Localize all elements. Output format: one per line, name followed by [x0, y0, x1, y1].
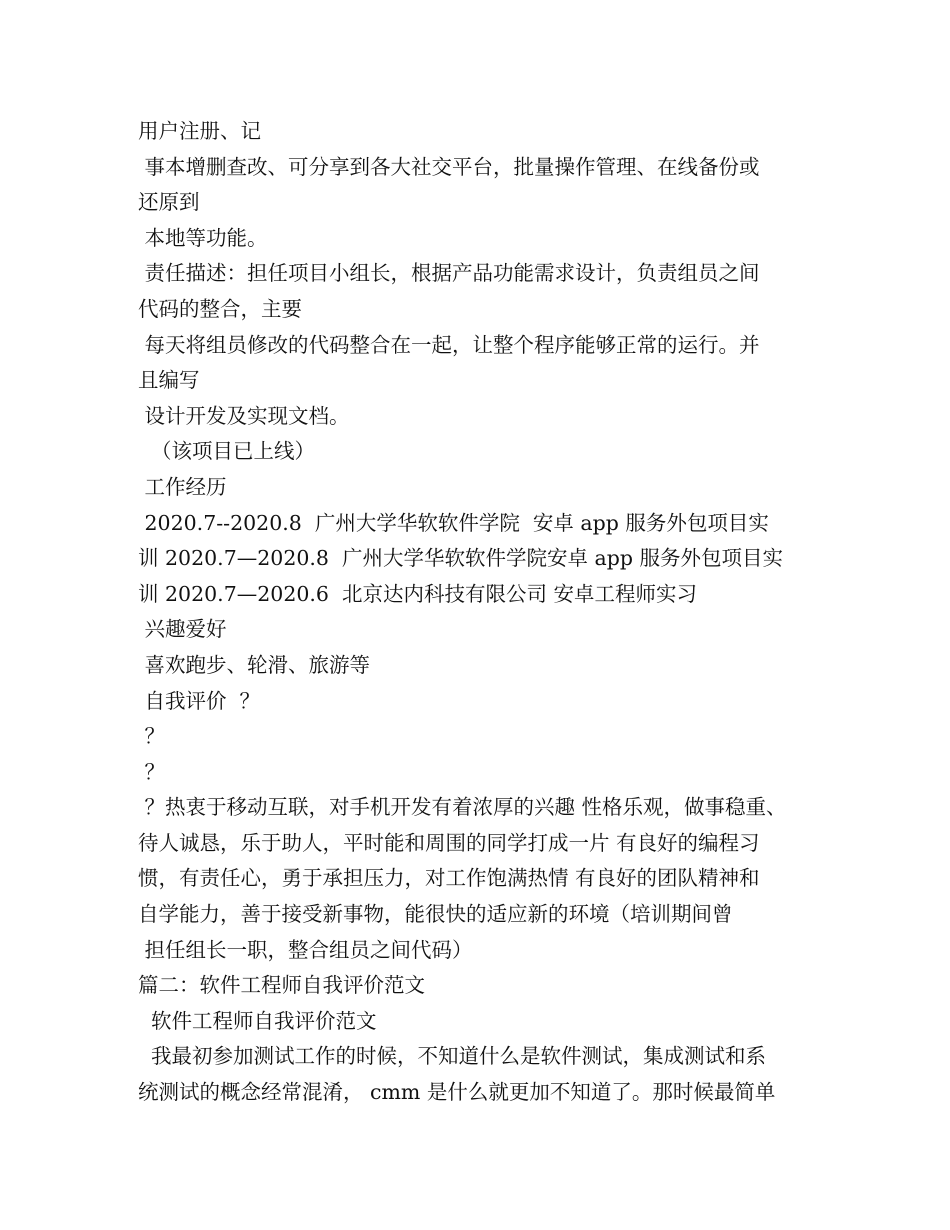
- text-line: 我最初参加测试工作的时候，不知道什么是软件测试，集成测试和系: [138, 1044, 767, 1069]
- section-heading: 自我评价 ？: [138, 688, 261, 713]
- text-line: 2020.7--2020.8 广州大学华软软件学院 安卓 app 服务外包项目实: [138, 510, 769, 535]
- text-line: 统测试的概念经常混淆， cmm 是什么就更加不知道了。那时候最简单: [138, 1080, 776, 1105]
- document-body: [138, 114, 828, 1111]
- text-line: 待人诚恳，乐于助人，平时能和周围的同学打成一片 有良好的编程习: [138, 830, 760, 855]
- text-line: 担任组长一职，整合组员之间代码）: [138, 937, 473, 962]
- text-line: ？: [138, 724, 166, 749]
- text-line: 且编写: [138, 368, 200, 393]
- text-line: 用户注册、记: [138, 119, 261, 143]
- article-title: 软件工程师自我评价范文: [138, 1008, 377, 1033]
- text-line: （该项目已上线）: [138, 439, 316, 464]
- text-line: 训 2020.7—2020.8 广州大学华软软件学院安卓 app 服务外包项目实: [138, 546, 784, 571]
- text-line: 喜欢跑步、轮滑、旅游等: [138, 652, 371, 677]
- text-line: 事本增删查改、可分享到各大社交平台，批量操作管理、在线备份或: [138, 154, 760, 179]
- text-line: ？热衷于移动互联，对手机开发有着浓厚的兴趣 性格乐观，做事稳重、: [138, 795, 787, 820]
- text-line: 训 2020.7—2020.6 北京达内科技有限公司 安卓工程师实习: [138, 581, 698, 606]
- text-line: 本地等功能。: [138, 225, 268, 250]
- section-heading: 兴趣爱好: [138, 617, 227, 642]
- text-line: 自学能力，善于接受新事物，能很快的适应新的环境（培训期间曾: [138, 902, 733, 927]
- text-line: 每天将组员修改的代码整合在一起，让整个程序能够正常的运行。并: [138, 332, 760, 357]
- text-line: 惯，有责任心，勇于承担压力，对工作饱满热情 有良好的团队精神和: [138, 866, 760, 891]
- text-line: 还原到: [138, 190, 200, 215]
- section-heading: 工作经历: [138, 474, 227, 499]
- text-line: 责任描述：担任项目小组长，根据产品功能需求设计，负责组员之间: [138, 261, 760, 286]
- text-line: ？: [138, 759, 166, 784]
- text-line: 设计开发及实现文档。: [138, 403, 350, 428]
- section-heading: 篇二：软件工程师自我评价范文: [138, 973, 425, 998]
- text-line: 代码的整合，主要: [138, 296, 302, 321]
